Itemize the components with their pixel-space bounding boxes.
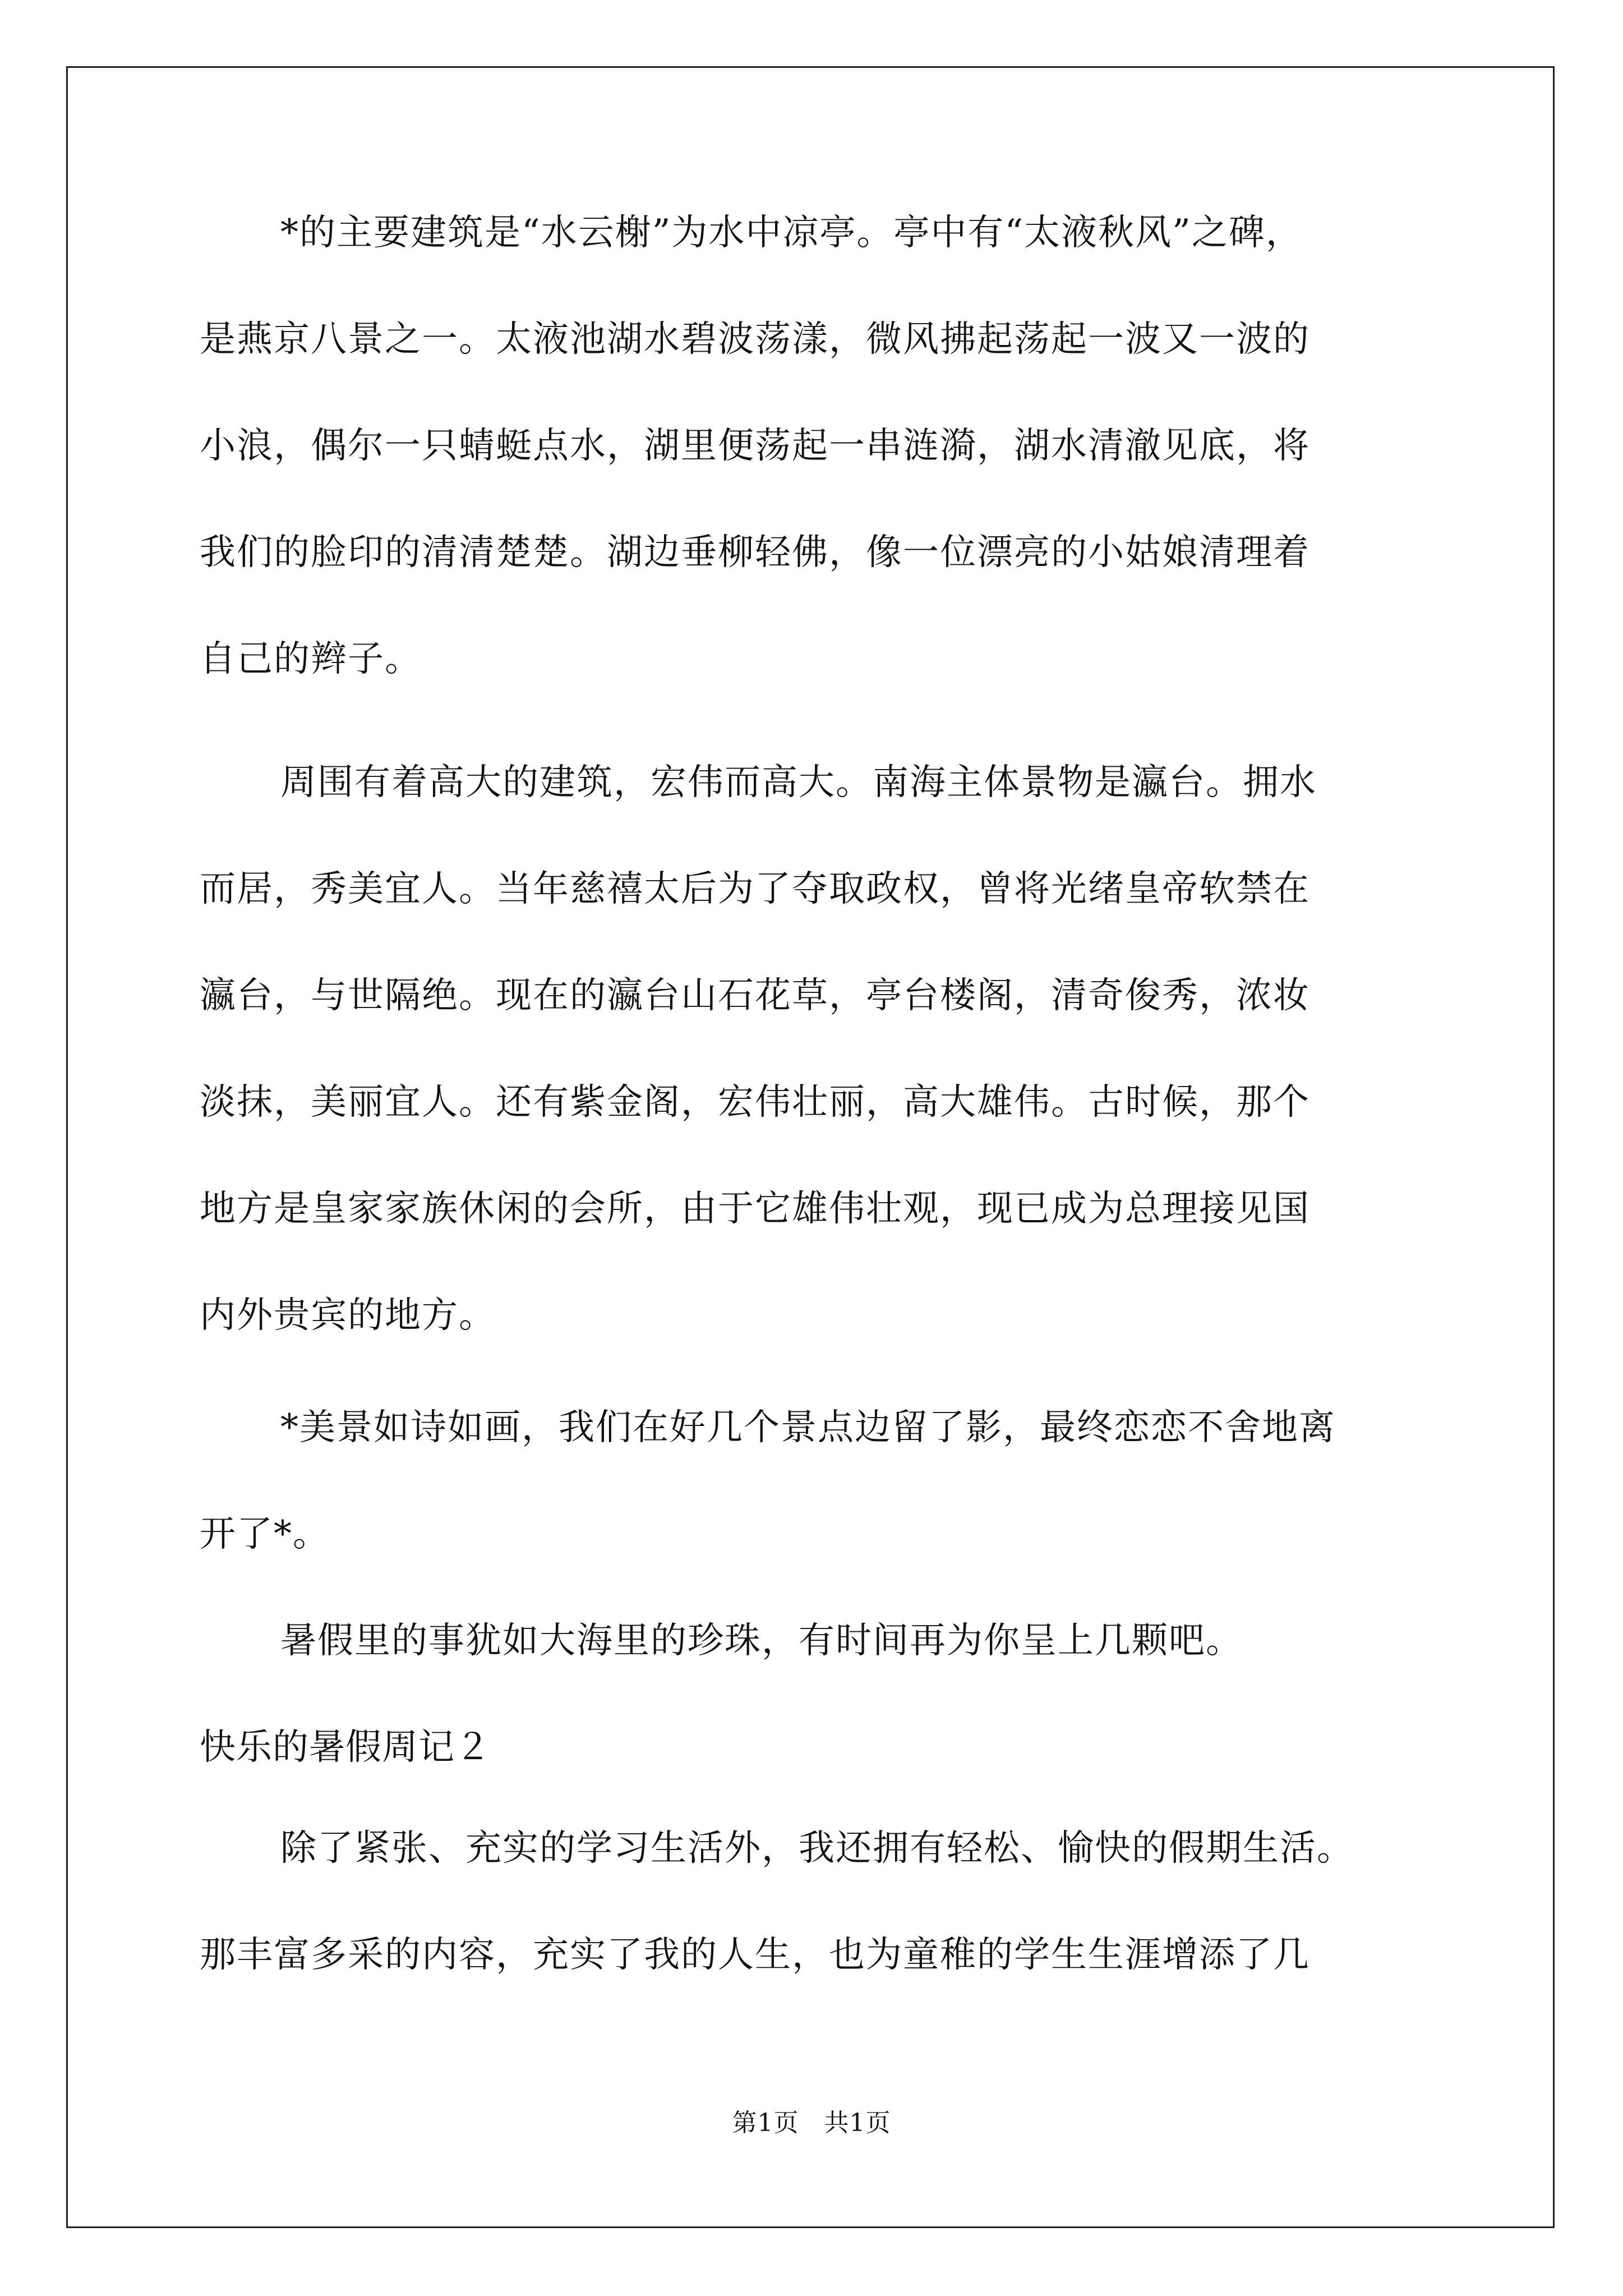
paragraph-line: 暑假里的事犹如大海里的珍珠，有时间再为你呈上几颗吧。 <box>280 1620 1243 1662</box>
paragraph-line: *美景如诗如画，我们在好几个景点边留了影，最终恋恋不舍地离 <box>280 1407 1336 1448</box>
paragraph-line: 地方是皇家家族休闲的会所，由于它雄伟壮观，现已成为总理接见国 <box>200 1188 1310 1230</box>
paragraph-line: 自己的辫子。 <box>200 638 422 680</box>
paragraph-line: *的主要建筑是“水云榭”为水中凉亭。亭中有“太液秋风”之碑， <box>280 212 1303 254</box>
paragraph-line: 淡抹，美丽宜人。还有紫金阁，宏伟壮丽，高大雄伟。古时候，那个 <box>200 1082 1310 1123</box>
page-number-footer: 第1页 共1页 <box>732 2109 891 2137</box>
paragraph-line: 周围有着高大的建筑，宏伟而高大。南海主体景物是瀛台。拥水 <box>280 762 1317 803</box>
paragraph-line: 我们的脸印的清清楚楚。湖边垂柳轻佛，像一位漂亮的小姑娘清理着 <box>200 532 1310 573</box>
section-heading: 快乐的暑假周记２ <box>200 1727 491 1768</box>
paragraph-line: 开了*。 <box>200 1513 330 1555</box>
paragraph-line: 瀛台，与世隔绝。现在的瀛台山石花草，亭台楼阁，清奇俊秀，浓妆 <box>200 975 1310 1016</box>
paragraph-line: 内外贵宾的地方。 <box>200 1295 496 1336</box>
paragraph-line: 那丰富多采的内容，充实了我的人生，也为童稚的学生生涯增添了几 <box>200 1934 1310 1976</box>
paragraph-line: 是燕京八景之一。太液池湖水碧波荡漾，微风拂起荡起一波又一波的 <box>200 319 1310 360</box>
page-border <box>66 66 1555 2228</box>
paragraph-line: 而居，秀美宜人。当年慈禧太后为了夺取政权，曾将光绪皇帝软禁在 <box>200 868 1310 910</box>
paragraph-line: 除了紧张、充实的学习生活外，我还拥有轻松、愉快的假期生活。 <box>280 1828 1354 1869</box>
paragraph-line: 小浪，偶尔一只蜻蜓点水，湖里便荡起一串涟漪，湖水清澈见底，将 <box>200 425 1310 467</box>
